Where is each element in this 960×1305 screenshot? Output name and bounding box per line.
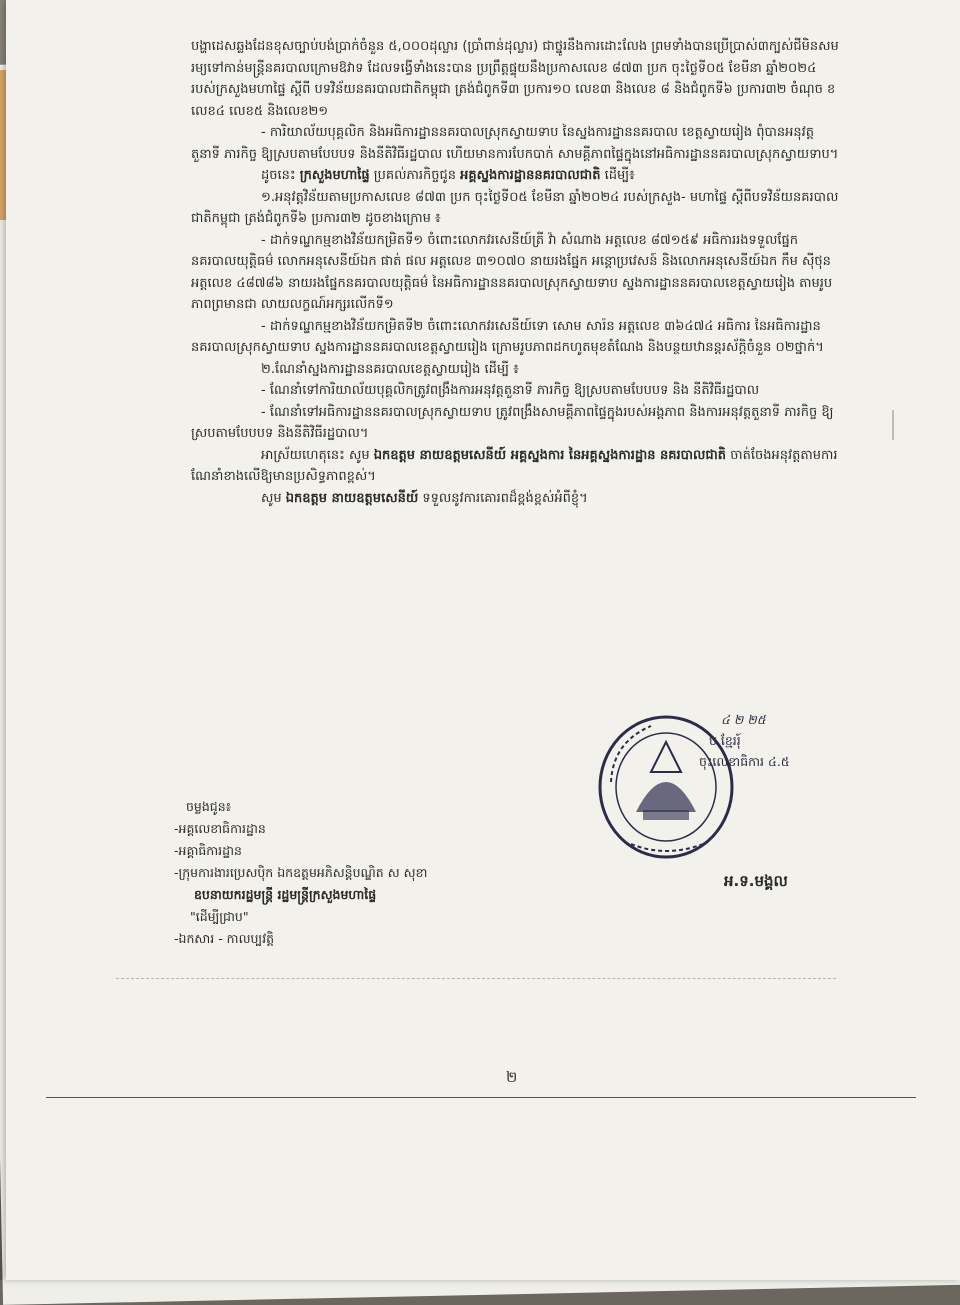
closing-paragraph: អាស្រ័យហេតុនេះ សូម ឯកឧត្តម នាយឧត្តមសេនីយ៍ អគ្គស្នងការ នៃអគ្គស្នងការដ្ឋាន នគរបាលជាតិ ចាត់ចែងអនុវត្តតាមការណែនាំខាងលើឱ្យមានប្រសិទ្ធភាពខ្ពស់។ xyxy=(191,447,838,484)
item-2b: - ណែនាំទៅអធិការដ្ឋាននគរបាលស្រុកស្វាយទាប ត្រូវពង្រឹងសាមគ្គីភាពផ្ទៃក្នុងរបស់អង្គភាព និងការអនុវត្តតួនាទី ភារកិច្ច ឱ្យស្របតាមបែបបទ និងនីតិវិធីរដ្ឋបាល។ xyxy=(191,404,834,441)
signature-block xyxy=(651,712,871,773)
signature-line-2: ចុះលេខាធិការ ៤.៥ xyxy=(699,754,790,769)
item-1a: - ដាក់ទណ្ឌកម្មខាងវិន័យកម្រិតទី១ ចំពោះលោកវរសេនីយ៍ត្រី វ៉ា សំណាង អត្តលេខ ៨៧១៥៩ អធិការរងទទួលផ្នែកនគរបាលយុត្តិធម៌ លោកអនុសេនីយ៍ឯក ផាត់ ផល អត្តលេខ ៣១០៧០ នាយរងផ្នែក អន្តោប្រវេសន៍ និងលោកអនុសេនីយ៍ឯក កឹម ស៊ីថុន អត្តលេខ ៤៨៧៨៦ នាយរងផ្នែកនគរបាលយុត្តិធម៌ នៃអធិការដ្ឋាននគរបាលស្រុកស្វាយទាប ស្នងការដ្ឋាននគរបាលខេត្តស្វាយរៀង តាមរូបភាពព្រមានជា លាយលក្ខណ៍អក្សរលើកទី១ xyxy=(191,232,833,312)
respect-line: សូម ឯកឧត្តម នាយឧត្តមសេនីយ៍ ទទួលនូវការគោរពដ៏ខ្ពង់ខ្ពស់អំពីខ្ញុំ។ xyxy=(261,490,588,506)
item-2-title: ២.ណែនាំស្នងការដ្ឋាននគរបាលខេត្តស្វាយរៀង ដើម្បី ៖ xyxy=(261,361,519,377)
cc-item: -អគ្គាធិការដ្ឋាន xyxy=(174,843,242,858)
signature-line-1: ប.ខ្មែររុ៍ xyxy=(709,733,741,748)
carbon-copy-list xyxy=(174,796,534,950)
cc-item: -ឯកសារ - កាលប្បវត្តិ xyxy=(174,931,275,946)
signatory-name: អ.ទ.មង្គល xyxy=(724,872,788,890)
cc-item: ឧបនាយករដ្ឋមន្ត្រី រដ្ឋមន្ត្រីក្រសួងមហាផ្ទៃ xyxy=(194,887,377,902)
item-1-title: ១.អនុវត្តវិន័យតាមប្រកាសលេខ ៨៧៣ ប្រក ចុះថ្ងៃទី០៥ ខែមីនា ឆ្នាំ២០២៤ របស់ក្រសួង- មហាផ្ទៃ ស្តីពីបទវិន័យនគរបាលជាតិកម្ពុជា ត្រង់ជំពូកទី៦ ប្រការ៣២ ដូចខាងក្រោម ៖ xyxy=(191,189,839,226)
document-page xyxy=(6,0,960,1280)
page-number: ២ xyxy=(506,1068,518,1086)
item-2a: - ណែនាំទៅការិយាល័យបុគ្គលិកត្រូវពង្រឹងការអនុវត្តតួនាទី ភារកិច្ច ឱ្យស្របតាមបែបបទ និង នីតិវិធីរដ្ឋបាល xyxy=(261,383,760,398)
body-paragraph-1: បង្ហាដេសឆ្លងដែនខុសច្បាប់បង់ប្រាក់ចំនួន ៥,០០០ដុល្លារ (ប្រាំពាន់ដុល្លារ) ជាថ្នូរនឹងការដោះលែង ព្រមទាំងបានប្រើប្រាស់៣ក្បស់ជីមិនសមរម្យទៅកាន់មន្ត្រីនគរបាលក្រោមឱវាទ ដែលទង្វើទាំងនេះបាន ប្រព្រឹត្តផ្ទុយនឹងប្រកាសលេខ ៨៧៣ ប្រក ចុះថ្ងៃទី០៥ ខែមីនា ឆ្នាំ២០២៤ របស់ក្រសួងមហាផ្ទៃ ស្តីពី បទវិន័យនគរបាលជាតិកម្ពុជា ត្រង់ជំពូកទី៣ ប្រការ១០ លេខ៣ និងលេខ ៨ និងជំពូកទី៦ ប្រការ៣២ ចំណុច ខ លេខ៤ លេខ៥ និងលេខ២១ xyxy=(191,39,839,119)
body-paragraph-2: - ការិយាល័យបុគ្គលិក និងអធិការដ្ឋាននគរបាលស្រុកស្វាយទាប នៃស្នងការដ្ឋាននគរបាល ខេត្តស្វាយរៀង ពុំបានអនុវត្តតួនាទី ភារកិច្ច ឱ្យស្របតាមបែបបទ និងនីតិវិធីរដ្ឋបាល ហើយមានការបែកបាក់ សាមគ្គីភាពផ្ទៃក្នុងនៅអធិការដ្ឋាននគរបាលស្រុកស្វាយទាប។ xyxy=(191,125,839,162)
footer-rule xyxy=(46,1097,916,1098)
cc-item: -ក្រុមការងារប្រេសប៉ិក ឯកឧត្តមអភិសន្តិបណ្ឌិត ស សុខា xyxy=(174,865,428,880)
cc-item: -អគ្គលេខាធិការដ្ឋាន xyxy=(174,821,266,836)
therefore-line: ដូចនេះ ក្រសួងមហាផ្ទៃ ប្រគល់ភារកិច្ចជូន អគ្គស្នងការដ្ឋាននគរបាលជាតិ ដើម្បី៖ xyxy=(261,168,635,183)
cc-item: "ដើម្បីជ្រាប" xyxy=(190,909,249,924)
dashed-divider xyxy=(116,978,836,979)
item-1b: - ដាក់ទណ្ឌកម្មខាងវិន័យកម្រិតទី២ ចំពោះលោកវរសេនីយ៍ទោ សោម សារ៉ន អត្តលេខ ៣៦៤៧៤ អធិការ នៃអធិការដ្ឋាននគរបាលស្រុកស្វាយទាប ស្នងការដ្ឋាននគរបាលខេត្តស្វាយរៀង ក្រោមរូបភាពដកហូតមុខតំណែង និងបន្ថយឋានន្តរស័ក្តិចំនួន ០២ថ្នាក់។ xyxy=(191,318,824,355)
margin-mark xyxy=(892,410,894,440)
cc-title: ចម្លងជូន៖ xyxy=(186,799,232,814)
document-body xyxy=(191,36,841,509)
handwritten-date: ៤ ២ ២៥ xyxy=(721,712,766,727)
